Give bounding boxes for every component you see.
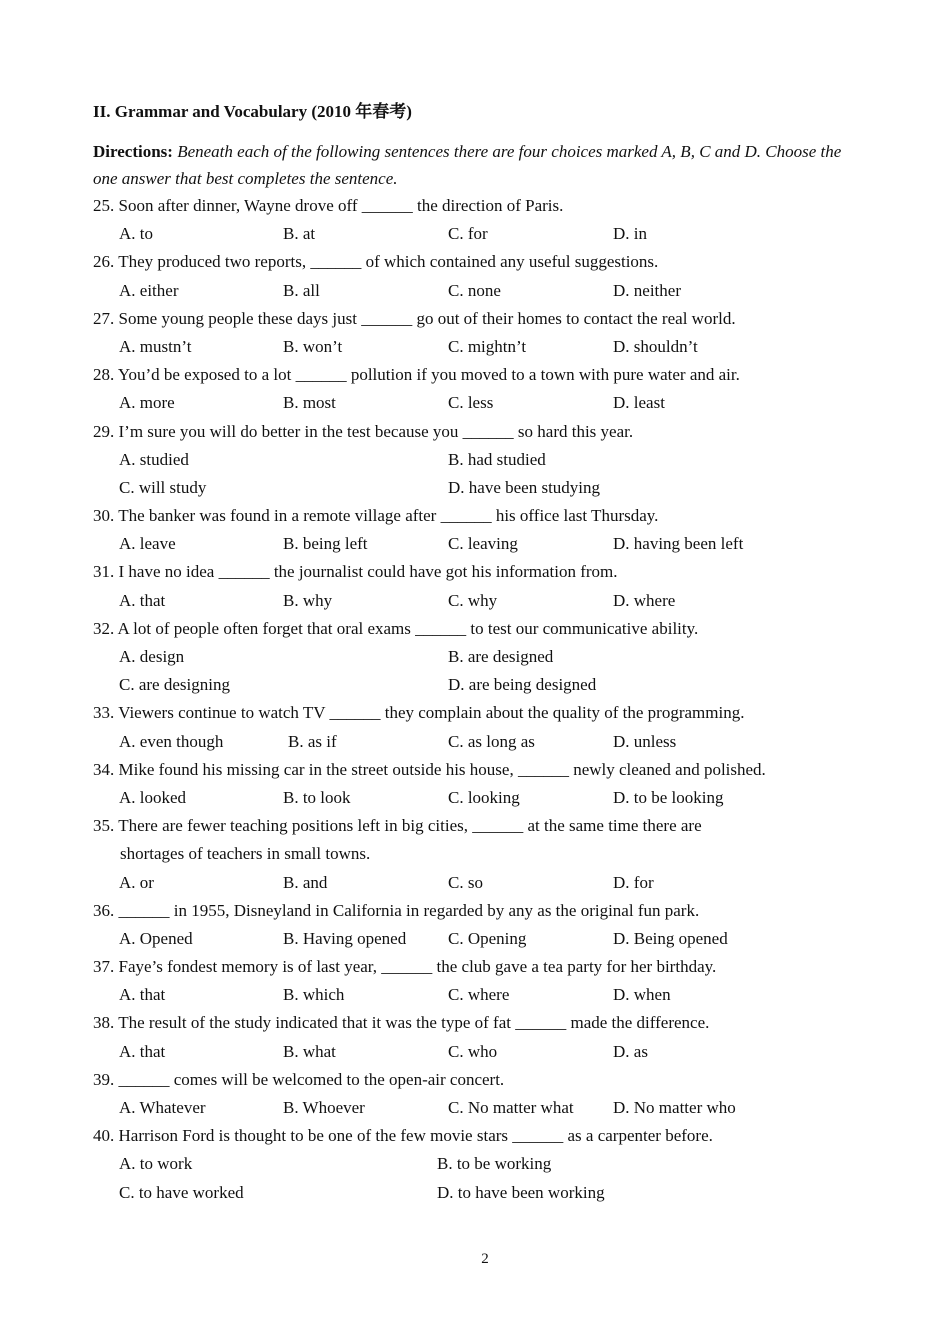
option-26-d: D. neither — [613, 280, 681, 300]
option-37-a: A. that — [119, 985, 166, 1005]
option-34-d: D. to be looking — [613, 787, 724, 807]
option-36-c: C. Opening — [448, 928, 527, 948]
option-26-b: B. all — [283, 280, 320, 300]
options-36 — [93, 925, 893, 953]
option-31-c: C. why — [448, 590, 498, 610]
options-38 — [93, 1038, 893, 1066]
option-25-c: C. for — [448, 224, 488, 244]
option-39-d: D. No matter who — [613, 1098, 736, 1117]
option-27-c: C. mightn’t — [448, 336, 527, 356]
option-30-d: D. having been left — [613, 534, 744, 554]
option-27-d: D. shouldn’t — [613, 336, 698, 356]
question-stem-35-cont: shortages of teachers in small towns. — [120, 844, 371, 864]
options-33 — [93, 728, 893, 756]
options-28 — [93, 389, 893, 417]
page-number: 2 — [481, 1251, 489, 1267]
option-28-b: B. most — [283, 393, 336, 413]
option-34-a: A. looked — [119, 787, 187, 807]
option-40-c: C. to have worked — [119, 1182, 244, 1202]
option-40-d: D. to have been working — [437, 1182, 605, 1202]
question-stem-37: 37. Faye’s fondest memory is of last year, ______ the club gave a tea party for her birthday. — [93, 957, 717, 977]
option-29-b: B. had studied — [448, 449, 546, 469]
question-stem-40: 40. Harrison Ford is thought to be one of the few movie stars ______ as a carpenter before. — [93, 1126, 713, 1146]
option-32-d: D. are being designed — [448, 675, 597, 695]
option-25-b: B. at — [283, 224, 316, 244]
option-38-b: B. what — [283, 1041, 336, 1061]
question-stem-33: 33. Viewers continue to watch TV ______ they complain about the quality of the programming. — [93, 703, 745, 723]
options-34 — [93, 784, 893, 812]
directions — [93, 138, 863, 192]
option-37-b: B. which — [283, 985, 345, 1005]
option-37-d: D. when — [613, 985, 671, 1005]
option-30-a: A. leave — [119, 534, 176, 554]
option-38-a: A. that — [119, 1041, 166, 1061]
option-36-a: A. Opened — [119, 928, 193, 948]
option-38-d: D. as — [613, 1041, 648, 1061]
options-39 — [93, 1094, 893, 1122]
option-33-b: B. as if — [288, 731, 337, 751]
question-stem-25: 25. Soon after dinner, Wayne drove off ______ the direction of Paris. — [93, 196, 564, 215]
option-28-d: D. least — [613, 393, 665, 413]
options-29-row1 — [93, 446, 893, 474]
question-stem-32: 32. A lot of people often forget that oral exams ______ to test our communicative ability. — [93, 618, 699, 638]
question-stem-27: 27. Some young people these days just ______ go out of their homes to contact the real world. — [93, 308, 736, 328]
option-39-a: A. Whatever — [119, 1098, 206, 1117]
question-stem-26: 26. They produced two reports, ______ of which contained any useful suggestions. — [93, 252, 659, 272]
option-38-c: C. who — [448, 1041, 498, 1061]
options-27 — [93, 333, 893, 361]
option-39-b: B. Whoever — [283, 1098, 365, 1117]
option-37-c: C. where — [448, 985, 510, 1005]
question-stem-39: 39. ______ comes will be welcomed to the open-air concert. — [93, 1069, 505, 1089]
directions-label: Directions: — [93, 142, 173, 161]
directions-text: Beneath each of the following sentences there are four choices marked A, B, C and D. Choose the one answer that best completes the sentence. — [93, 142, 842, 188]
option-32-a: A. design — [119, 647, 185, 666]
option-26-c: C. none — [448, 280, 501, 300]
option-28-a: A. more — [119, 393, 175, 413]
question-stem-28: 28. You’d be exposed to a lot ______ pollution if you moved to a town with pure water and air. — [93, 365, 740, 385]
options-32-row1 — [93, 643, 893, 671]
option-31-a: A. that — [119, 590, 166, 610]
option-29-c: C. will study — [119, 477, 207, 497]
options-37 — [93, 981, 893, 1009]
option-28-c: C. less — [448, 393, 494, 413]
options-25 — [93, 220, 893, 248]
option-29-a: A. studied — [119, 449, 189, 469]
option-35-b: B. and — [283, 872, 328, 892]
option-27-a: A. mustn’t — [119, 336, 192, 356]
section-title: II. Grammar and Vocabulary (2010 年春考) — [93, 102, 412, 121]
option-35-a: A. or — [119, 872, 154, 892]
options-26 — [93, 277, 893, 305]
option-31-b: B. why — [283, 590, 333, 610]
option-33-c: C. as long as — [448, 731, 535, 751]
options-40-row1 — [93, 1150, 893, 1178]
option-26-a: A. either — [119, 280, 179, 300]
question-stem-31: 31. I have no idea ______ the journalist could have got his information from. — [93, 562, 618, 582]
question-stem-38: 38. The result of the study indicated that it was the type of fat ______ made the difference. — [93, 1013, 710, 1033]
options-40-row2 — [93, 1179, 893, 1207]
option-30-b: B. being left — [283, 534, 368, 554]
option-30-c: C. leaving — [448, 534, 518, 554]
option-35-d: D. for — [613, 872, 654, 892]
question-stem-34: 34. Mike found his missing car in the street outside his house, ______ newly cleaned and polished. — [93, 759, 766, 779]
option-40-a: A. to work — [119, 1154, 193, 1174]
option-25-d: D. in — [613, 224, 647, 244]
option-34-c: C. looking — [448, 787, 520, 807]
option-25-a: A. to — [119, 224, 153, 244]
option-33-a: A. even though — [119, 731, 224, 751]
option-36-b: B. Having opened — [283, 928, 407, 948]
options-32-row2 — [93, 671, 893, 699]
question-list — [93, 192, 893, 1207]
question-stem-30: 30. The banker was found in a remote village after ______ his office last Thursday. — [93, 506, 659, 526]
option-34-b: B. to look — [283, 787, 351, 807]
options-30 — [93, 530, 893, 558]
options-31 — [93, 587, 893, 615]
option-33-d: D. unless — [613, 731, 677, 751]
option-40-b: B. to be working — [437, 1154, 552, 1174]
option-32-c: C. are designing — [119, 675, 230, 695]
options-35 — [93, 869, 893, 897]
option-27-b: B. won’t — [283, 336, 343, 356]
option-39-c: C. No matter what — [448, 1098, 574, 1117]
question-stem-36: 36. ______ in 1955, Disneyland in California in regarded by any as the original fun park. — [93, 900, 700, 920]
question-stem-35: 35. There are fewer teaching positions left in big cities, ______ at the same time there are — [93, 816, 702, 836]
question-stem-29: 29. I’m sure you will do better in the test because you ______ so hard this year. — [93, 421, 634, 441]
option-29-d: D. have been studying — [448, 477, 601, 497]
option-35-c: C. so — [448, 872, 483, 892]
option-32-b: B. are designed — [448, 647, 554, 666]
option-31-d: D. where — [613, 590, 676, 610]
options-29-row2 — [93, 474, 893, 502]
option-36-d: D. Being opened — [613, 928, 728, 948]
